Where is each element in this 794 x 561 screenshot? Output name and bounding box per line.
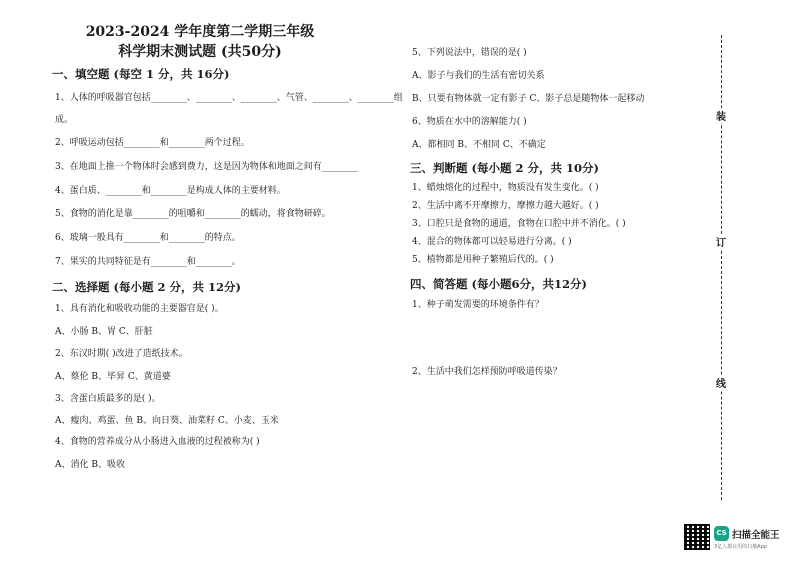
choice-option-5a: A、影子与我们的生活有密切关系 bbox=[412, 71, 545, 81]
judge-question-1: 1、蜡烛熔化的过程中，物质没有发生变化。( ) bbox=[412, 183, 599, 193]
choice-options-6: A、都相同 B、不相同 C、不确定 bbox=[412, 140, 546, 150]
judge-question-5: 5、植物都是用种子繁殖后代的。( ) bbox=[412, 255, 554, 265]
camscanner-logo-icon: CS bbox=[714, 526, 729, 541]
qr-code-icon bbox=[684, 524, 710, 550]
fill-question-5: 5、食物的消化是靠________的咀嚼和________的蠕动，将食物研碎。 bbox=[55, 209, 331, 219]
binding-dashed-line bbox=[721, 35, 722, 500]
fill-question-3: 3、在地面上推一个物体时会感到费力，这是因为物体和地面之间有________ bbox=[55, 162, 358, 172]
fill-question-1: 1、人体的呼吸器官包括________、________、________、气管、________、________组 bbox=[55, 93, 403, 103]
choice-question-5: 5、下列说法中，错误的是( ) bbox=[412, 48, 527, 58]
fill-question-6: 6、玻璃一般具有________和________的特点。 bbox=[55, 233, 241, 243]
choice-options-1: A、小肠 B、胃 C、肝脏 bbox=[55, 327, 153, 337]
choice-question-6: 6、物质在水中的溶解能力( ) bbox=[412, 117, 527, 127]
choice-question-3: 3、含蛋白质最多的是( )。 bbox=[55, 394, 161, 404]
section-fill-blank-heading: 一、填空题 (每空 1 分，共 16分) bbox=[52, 67, 230, 81]
fill-question-4: 4、蛋白质、________和________是构成人体的主要材料。 bbox=[55, 186, 286, 196]
section-judge-heading: 三、判断题 (每小题 2 分，共 10分) bbox=[410, 161, 599, 175]
choice-options-2: A、蔡伦 B、毕昇 C、黄道婆 bbox=[55, 372, 171, 382]
fill-question-7: 7、果实的共同特征是有________和________。 bbox=[55, 257, 241, 267]
camscanner-app-name: 扫描全能王 bbox=[732, 530, 780, 541]
binding-char-zhuang: 装 bbox=[716, 108, 726, 123]
fill-question-1-cont: 成。 bbox=[55, 115, 74, 125]
section-choice-heading: 二、选择题 (每小题 2 分，共 12分) bbox=[52, 280, 241, 294]
exam-title-line1: 2023-2024 学年度第二学期三年级 bbox=[85, 24, 315, 40]
judge-question-3: 3、口腔只是食物的通道，食物在口腔中并不消化。( ) bbox=[412, 219, 626, 229]
choice-question-2: 2、东汉时期( )改进了造纸技术。 bbox=[55, 349, 188, 359]
judge-question-2: 2、生活中离不开摩擦力，摩擦力越大越好。( ) bbox=[412, 201, 599, 211]
short-question-1: 1、种子萌发需要的环境条件有？ bbox=[412, 300, 544, 310]
choice-options-3: A、瘦肉、鸡蛋、鱼 B、向日葵、油菜籽 C、小麦、玉米 bbox=[55, 416, 279, 426]
binding-char-ding: 订 bbox=[716, 234, 726, 249]
judge-question-4: 4、混合的物体都可以轻易进行分离。( ) bbox=[412, 237, 572, 247]
choice-options-4: A、消化 B、吸收 bbox=[55, 460, 125, 470]
choice-question-1: 1、具有消化和吸收功能的主要器官是( )。 bbox=[55, 304, 224, 314]
choice-options-5bc: B、只要有物体就一定有影子 C、影子总是随物体一起移动 bbox=[412, 94, 645, 104]
fill-question-2: 2、呼吸运动包括________和________两个过程。 bbox=[55, 138, 250, 148]
choice-question-4: 4、食物的营养成分从小肠进入血液的过程被称为( ) bbox=[55, 437, 260, 447]
short-question-2: 2、生活中我们怎样预防呼吸道传染？ bbox=[412, 367, 562, 377]
exam-title-line2: 科学期末测试题 (共50分) bbox=[118, 44, 282, 60]
binding-char-xian: 线 bbox=[716, 375, 726, 390]
section-short-answer-heading: 四、简答题 (每小题6分，共12分) bbox=[410, 277, 587, 291]
camscanner-tagline: 3亿人都在用的扫描App bbox=[714, 544, 767, 550]
